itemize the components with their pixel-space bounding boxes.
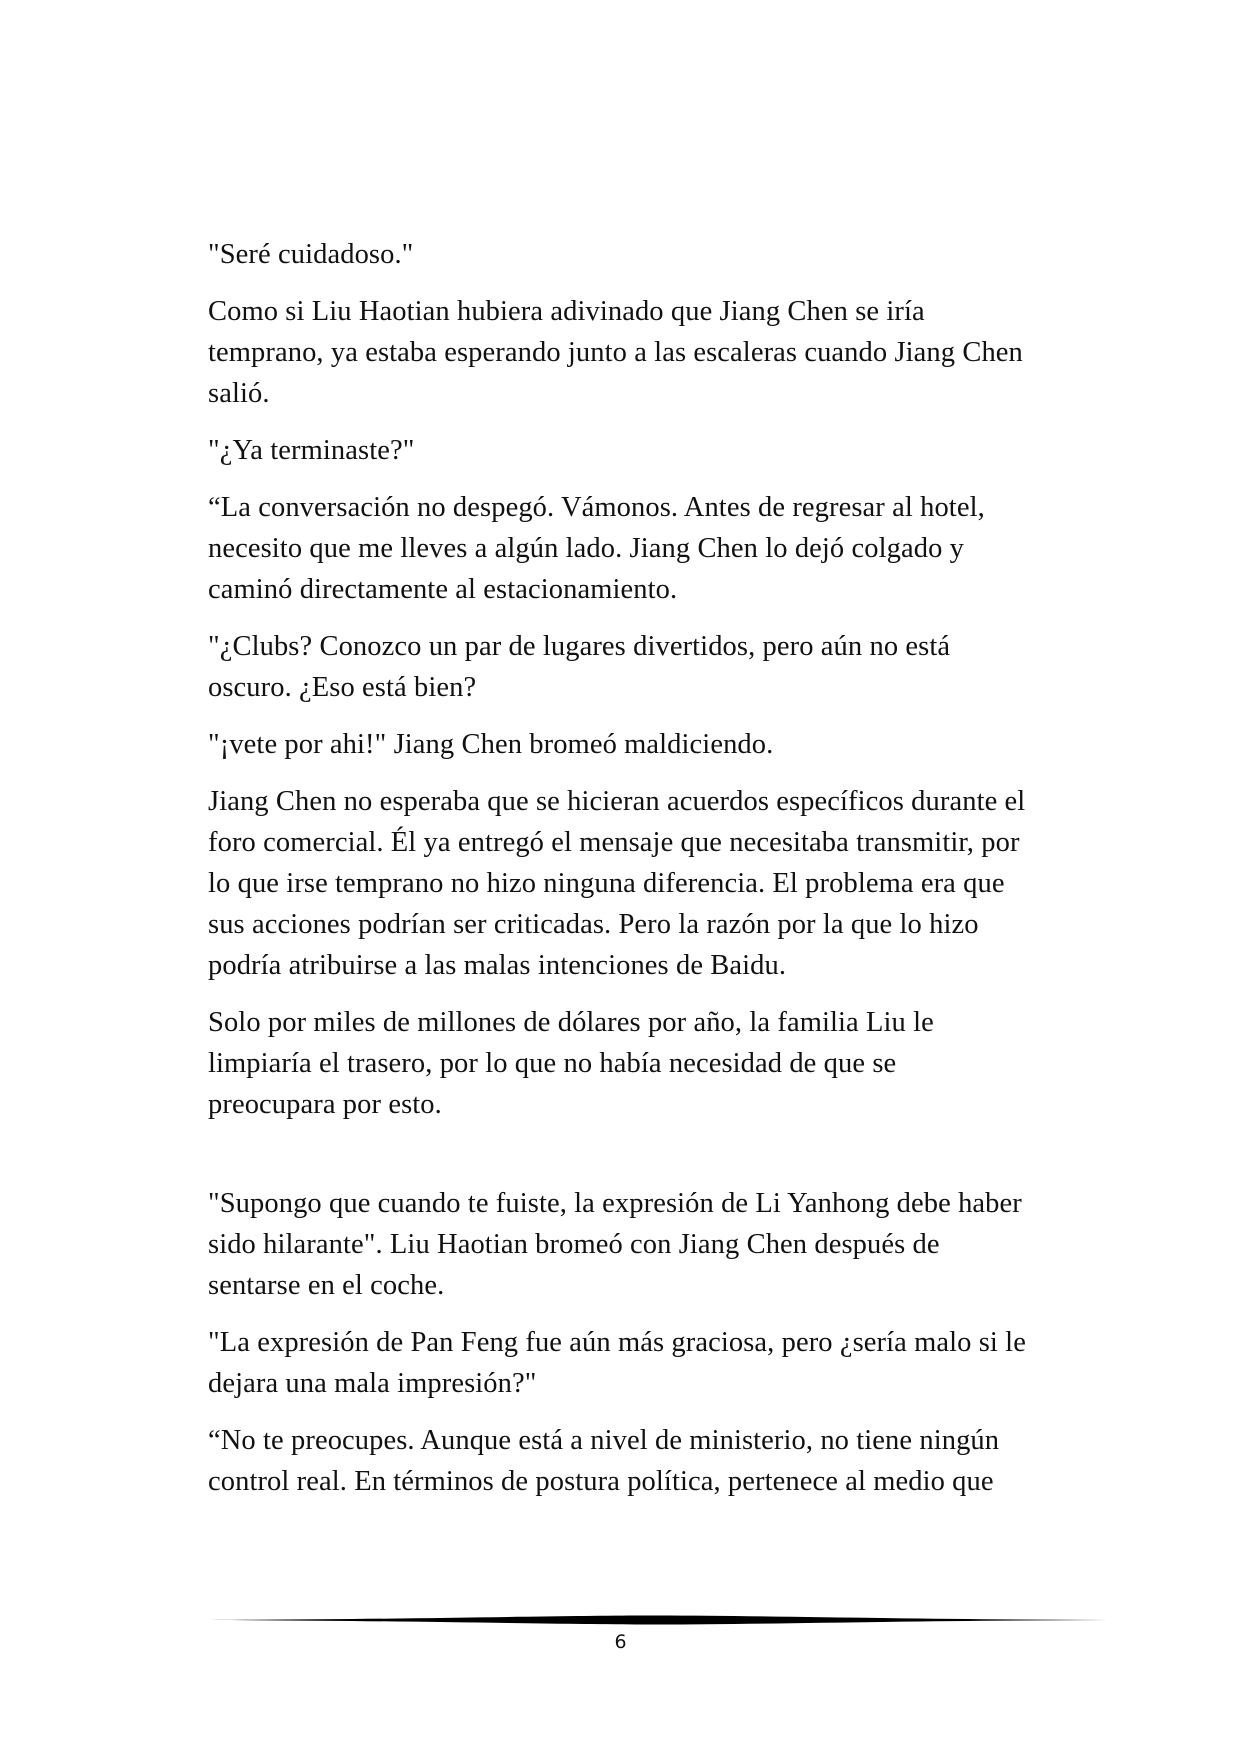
text-line: oscuro. ¿Eso está bien? — [208, 672, 477, 703]
text-line: podría atribuirse a las malas intenciones de Baidu. — [208, 950, 787, 981]
text-line: Jiang Chen no esperaba que se hicieran acuerdos específicos durante el — [208, 786, 1026, 817]
text-line: dejara una mala impresión?" — [208, 1368, 537, 1399]
paragraph — [208, 781, 1068, 986]
text-line: "¿Clubs? Conozco un par de lugares divertidos, pero aún no está — [208, 631, 951, 662]
text-line: sido hilarante". Liu Haotian bromeó con Jiang Chen después de — [208, 1229, 940, 1260]
text-line: necesito que me lleves a algún lado. Jiang Chen lo dejó colgado y — [208, 533, 965, 564]
text-line: “No te preocupes. Aunque está a nivel de ministerio, no tiene ningún — [208, 1425, 1000, 1456]
paragraph — [208, 1420, 1068, 1502]
text-line: "Seré cuidadoso." — [208, 239, 414, 270]
paragraph — [208, 626, 1068, 708]
text-line: salió. — [208, 378, 270, 409]
text-line: "¿Ya terminaste?" — [208, 435, 415, 466]
paragraph — [208, 1002, 1068, 1125]
text-line: sus acciones podrían ser criticadas. Pero la razón por la que lo hizo — [208, 909, 979, 940]
text-line: limpiaría el trasero, por lo que no había necesidad de que se — [208, 1048, 897, 1079]
text-line: Solo por miles de millones de dólares por año, la familia Liu le — [208, 1007, 934, 1038]
paragraph — [208, 234, 1068, 275]
text-line: sentarse en el coche. — [208, 1270, 445, 1301]
text-line: "¡vete por ahi!" Jiang Chen bromeó maldiciendo. — [208, 729, 774, 760]
text-line: foro comercial. Él ya entregó el mensaje que necesitaba transmitir, por — [208, 827, 1020, 858]
paragraph — [208, 291, 1068, 414]
text-line: preocupara por esto. — [208, 1089, 442, 1120]
paragraph — [208, 1322, 1068, 1404]
text-line: “La conversación no despegó. Vámonos. Antes de regresar al hotel, — [208, 492, 985, 523]
page-number: 6 — [614, 1631, 627, 1653]
text-line: "La expresión de Pan Feng fue aún más graciosa, pero ¿sería malo si le — [208, 1327, 1026, 1358]
paragraph — [208, 430, 1068, 471]
footer-rule — [208, 1614, 1108, 1626]
paragraph — [208, 724, 1068, 765]
text-line: control real. En términos de postura política, pertenece al medio que — [208, 1466, 994, 1497]
paragraph — [208, 487, 1068, 610]
text-line: "Supongo que cuando te fuiste, la expresión de Li Yanhong debe haber — [208, 1188, 1022, 1219]
text-line: temprano, ya estaba esperando junto a las escaleras cuando Jiang Chen — [208, 337, 1023, 368]
text-line: Como si Liu Haotian hubiera adivinado que Jiang Chen se iría — [208, 296, 925, 327]
body-text — [208, 234, 1068, 1518]
text-line: lo que irse temprano no hizo ninguna diferencia. El problema era que — [208, 868, 1005, 899]
text-line: caminó directamente al estacionamiento. — [208, 574, 678, 605]
paragraph — [208, 1183, 1068, 1306]
